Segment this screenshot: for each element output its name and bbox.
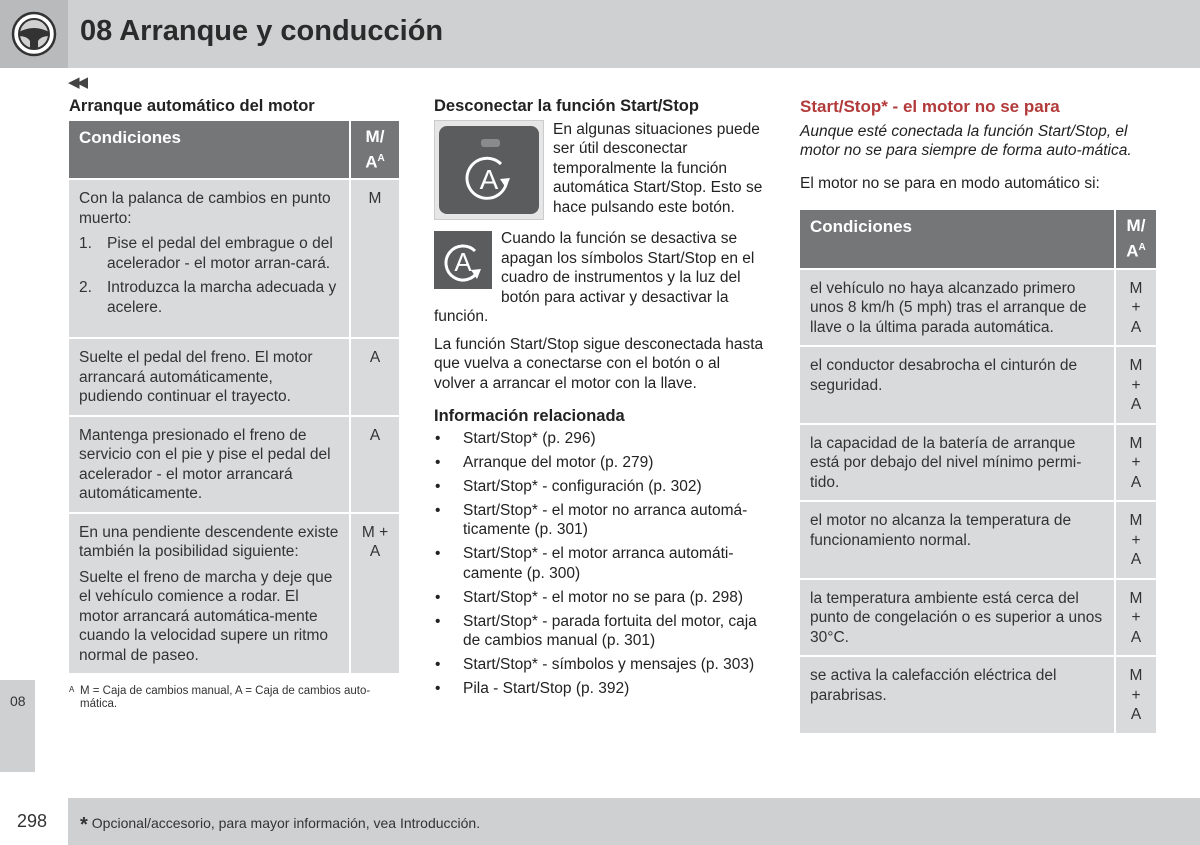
- intro-paragraph: En algunas situaciones puede ser útil desconectar temporalmente la función automática Start/Stop. Esto se hace pulsando este botón.: [553, 120, 763, 216]
- table-cell-gearbox: M + A: [1114, 580, 1156, 656]
- table-cell-condition: la temperatura ambiente está cerca del punto de congelación o es superior a unos 30°C.: [800, 580, 1114, 656]
- page-number: 298: [17, 811, 48, 831]
- table-row: [69, 417, 399, 512]
- table-cell-gearbox: M + A: [1114, 347, 1156, 423]
- start-stop-symbol-icon: [434, 231, 492, 289]
- related-link[interactable]: • Start/Stop* - el motor no se para (p. 298): [434, 588, 764, 608]
- table-cell-condition: En una pendiente descendente existe también la posibilidad siguiente: Suelte el freno de marcha y deje que el vehículo comience a rodar. El motor arrancará automática-mente cuando la velocidad supere un ritmo normal de paseo.: [69, 514, 349, 674]
- table-row: [800, 657, 1156, 733]
- deactivation-paragraph: Cuando la función se desactiva se apagan los símbolos Start/Stop en el cuadro de instrumentos y la luz del botón para activar y desactivar la función.: [434, 230, 755, 325]
- table-row: [69, 339, 399, 415]
- table-header-row: [800, 210, 1156, 268]
- chapter-tab-label: 08: [10, 693, 26, 709]
- related-link[interactable]: • Start/Stop* (p. 296): [434, 429, 764, 449]
- related-link[interactable]: • Arranque del motor (p. 279): [434, 453, 764, 473]
- table-cell-gearbox: M + A: [1114, 425, 1156, 501]
- table-row: [69, 514, 399, 674]
- related-links-list: [434, 429, 764, 699]
- table-row: [800, 347, 1156, 423]
- section-heading: Start/Stop* - el motor no se para: [800, 97, 1060, 116]
- table-header-gearbox: M/ $A^A$: [1114, 210, 1156, 268]
- section-heading: Desconectar la función Start/Stop: [434, 97, 699, 115]
- double-chevron-left-icon[interactable]: ◀◀: [68, 74, 86, 91]
- page-header: [0, 0, 1200, 68]
- list-item: 1. Pise el pedal del embrague o del acelerador - el motor arran-cará.: [79, 235, 333, 272]
- table-row: [800, 270, 1156, 346]
- table-row: [800, 425, 1156, 501]
- table-footnote: A M = Caja de cambios manual, A = Caja de cambios auto-mática.: [69, 685, 371, 711]
- column-disable-start-stop: [434, 97, 764, 703]
- table-row: [800, 502, 1156, 578]
- table-header-conditions: Condiciones: [69, 121, 349, 179]
- table-cell-condition: el motor no alcanza la temperatura de funcionamiento normal.: [800, 502, 1114, 578]
- page-footer: [0, 798, 1200, 845]
- conditions-table: [69, 119, 399, 676]
- reconnect-paragraph: La función Start/Stop sigue desconectada hasta que vuelva a conectarse con el botón o al volver a arrancar el motor con la llave.: [434, 335, 764, 392]
- table-cell-gearbox: M + A: [1114, 270, 1156, 346]
- related-heading: Información relacionada: [434, 407, 625, 425]
- table-header-gearbox: M/ $A^A$: [349, 121, 399, 179]
- table-row: [800, 580, 1156, 656]
- related-link[interactable]: • Pila - Start/Stop (p. 392): [434, 679, 764, 699]
- table-cell-gearbox: M + A: [1114, 657, 1156, 733]
- table-header-row: [69, 121, 399, 179]
- table-cell-condition: la capacidad de la batería de arranque está por debajo del nivel mínimo permi-tido.: [800, 425, 1114, 501]
- table-cell-condition: Con la palanca de cambios en punto muerto: 1. Pise el pedal del embrague o del acelerador - el motor arran-cará. 2. Introduzca la marcha adecuada y acelere.: [69, 180, 349, 337]
- steering-wheel-icon: [0, 0, 68, 68]
- table-row: [69, 180, 399, 337]
- table-cell-condition: el vehículo no haya alcanzado primero unos 8 km/h (5 mph) tras el arranque de llave o la última parada automática.: [800, 270, 1114, 346]
- table-cell-condition: se activa la calefacción eléctrica del parabrisas.: [800, 657, 1114, 733]
- condition-intro: El motor no se para en modo automático si:: [800, 174, 1100, 192]
- table-cell-gearbox: A: [349, 339, 399, 415]
- table-cell-gearbox: A: [349, 417, 399, 512]
- table-cell-condition: Suelte el pedal del freno. El motor arrancará automáticamente, pudiendo continuar el trayecto.: [69, 339, 349, 415]
- table-cell-gearbox: M + A: [349, 514, 399, 674]
- section-heading: Arranque automático del motor: [69, 97, 315, 115]
- related-link[interactable]: • Start/Stop* - configuración (p. 302): [434, 477, 764, 497]
- related-link[interactable]: • Start/Stop* - el motor arranca automáti-camente (p. 300): [434, 544, 764, 583]
- intro-paragraph: Aunque esté conectada la función Start/Stop, el motor no se para siempre de forma auto-mática.: [800, 122, 1132, 159]
- table-cell-condition: el conductor desabrocha el cinturón de seguridad.: [800, 347, 1114, 423]
- footer-note: * Opcional/accesorio, para mayor información, vea Introducción.: [80, 814, 481, 836]
- table-cell-gearbox: M + A: [1114, 502, 1156, 578]
- column-auto-start: [69, 97, 399, 711]
- chapter-title: 08 Arranque y conducción: [80, 15, 444, 47]
- start-stop-button-icon: [434, 120, 544, 220]
- conditions-table: [800, 208, 1156, 735]
- svg-text:A: A: [479, 163, 499, 195]
- svg-text:A: A: [454, 247, 472, 277]
- table-cell-gearbox: M: [349, 180, 399, 337]
- table-cell-condition: Mantenga presionado el freno de servicio con el pie y pise el pedal del acelerador - el motor arrancará automáticamente.: [69, 417, 349, 512]
- column-engine-not-stopping: [800, 97, 1156, 735]
- chapter-side-tab[interactable]: [0, 680, 35, 772]
- related-link[interactable]: • Start/Stop* - símbolos y mensajes (p. 303): [434, 655, 764, 675]
- list-item: 2. Introduzca la marcha adecuada y acelere.: [79, 279, 337, 316]
- related-link[interactable]: • Start/Stop* - el motor no arranca automá-ticamente (p. 301): [434, 501, 764, 540]
- chapter-icon-box: [0, 0, 68, 68]
- related-link[interactable]: • Start/Stop* - parada fortuita del motor, caja de cambios manual (p. 301): [434, 612, 764, 651]
- table-header-conditions: Condiciones: [800, 210, 1114, 268]
